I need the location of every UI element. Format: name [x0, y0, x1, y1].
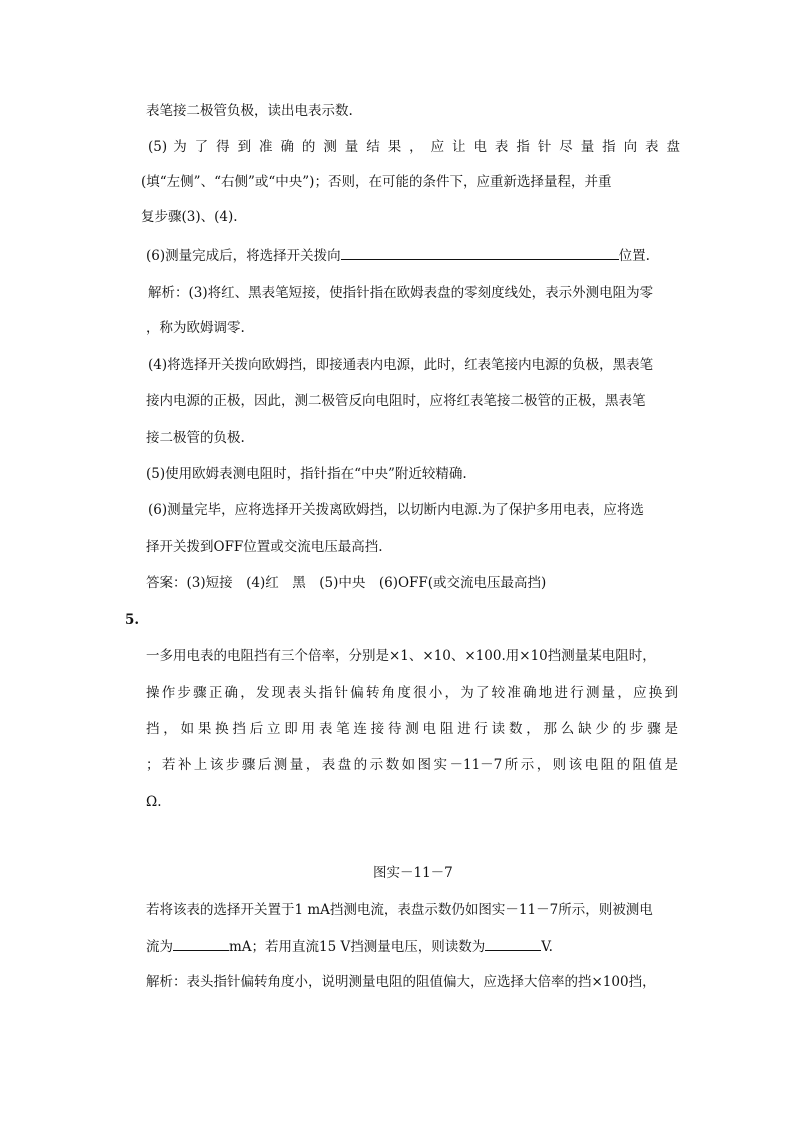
analysis-line: (5)使用欧姆表测电阻时，指针指在“中央”附近较精确. — [146, 466, 467, 482]
question-line: 挡，如果换挡后立即用表笔连接待测电阻进行读数，那么缺少的步骤是 — [146, 721, 678, 737]
answer-line: 答案：(3)短接 (4)红 黑 (5)中央 (6)OFF(或交流电压最高挡) — [146, 575, 547, 591]
question-line: 操作步骤正确，发现表头指针偏转角度很小，为了较准确地进行测量，应换到 — [146, 685, 678, 701]
line-text: V. — [541, 939, 553, 955]
question-number: 5. — [125, 612, 140, 628]
analysis-line: 解析：表头指针偏转角度小，说明测量电阻的阻值偏大，应选择大倍率的挡×100挡， — [146, 974, 656, 990]
text-line: 表笔接二极管负极，读出电表示数. — [146, 103, 353, 119]
question-line — [146, 245, 650, 266]
analysis-line: 解析：(3)将红、黑表笔短接，使指针指在欧姆表盘的零刻度线处，表示外测电阻为零 — [148, 285, 654, 301]
figure-caption: 图实－11－7 — [373, 865, 453, 881]
analysis-line: (6)测量完毕，应将选择开关拨离欧姆挡，以切断内电源.为了保护多用电表，应将选 — [148, 502, 644, 518]
analysis-line: ，称为欧姆调零. — [146, 320, 245, 336]
question-line: (5) 为 了 得 到 准 确 的 测 量 结 果 ， 应 让 电 表 指 针 尽 量 指 向 表 盘 — [148, 139, 680, 155]
analysis-line: (4)将选择开关拨向欧姆挡，即接通表内电源，此时，红表笔接内电源的负极，黑表笔 — [148, 357, 654, 373]
question-line: 复步骤(3)、(4). — [141, 209, 238, 225]
line-text: 位置. — [618, 248, 650, 264]
line-text: 流为 — [146, 939, 173, 955]
analysis-line: 接内电源的正极，因此，测二极管反向电阻时，应将红表笔接二极管的正极，黑表笔 — [146, 393, 646, 409]
question-line: Ω. — [146, 794, 162, 810]
line-text: mA；若用直流15 V挡测量电压，则读数为 — [229, 939, 486, 955]
question-line: 若将该表的选择开关置于1 mA挡测电流，表盘示数仍如图实－11－7所示，则被测电 — [146, 902, 653, 918]
question-line: 一多用电表的电阻挡有三个倍率，分别是×1、×10、×100.用×10挡测量某电阻时， — [146, 648, 656, 664]
line-text: (6)测量完成后，将选择开关拨向 — [146, 248, 341, 264]
answer-blank — [173, 936, 229, 951]
analysis-line: 择开关拨到OFF位置或交流电压最高挡. — [146, 539, 383, 555]
answer-blank — [485, 936, 541, 951]
question-line: (填“左侧”、“右侧”或“中央”)；否则，在可能的条件下，应重新选择量程，并重 — [141, 174, 612, 190]
question-line — [146, 936, 553, 957]
analysis-line: 接二极管的负极. — [146, 430, 245, 446]
answer-blank — [341, 245, 619, 260]
question-line: ；若补上该步骤后测量，表盘的示数如图实－11－7所示，则该电阻的阻值是 — [146, 757, 678, 773]
